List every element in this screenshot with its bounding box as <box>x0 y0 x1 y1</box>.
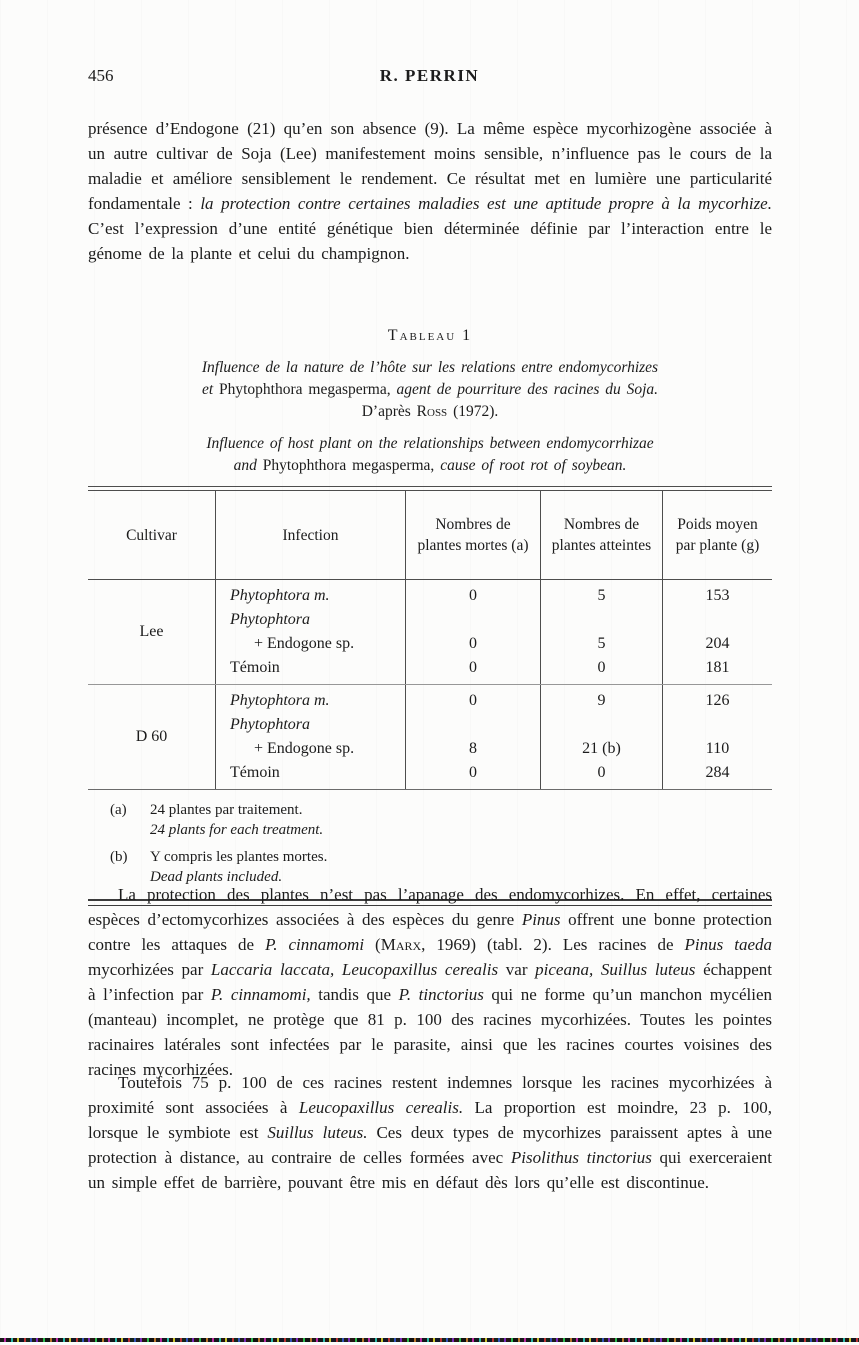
col-header-poids-moyen: Poids moyen par plante (g) <box>662 491 772 579</box>
value: 284 <box>705 764 730 781</box>
plantes-mortes-cell <box>405 580 540 684</box>
value <box>541 608 662 632</box>
footnote-text <box>150 800 323 840</box>
caption-fr-line2: et Phytophthora megasperma, agent de pourriture des racines du Soja. <box>201 381 659 398</box>
table-title: Tableau 1 <box>387 327 473 344</box>
infection-line: + Endogone sp. <box>254 635 355 652</box>
footnote-english: Dead plants included. <box>150 869 283 885</box>
value: 0 <box>469 635 477 652</box>
value: 0 <box>469 764 477 781</box>
running-head-author: R. PERRIN <box>379 66 480 85</box>
plantes-atteintes-cell <box>540 580 662 684</box>
value: 9 <box>597 692 606 709</box>
col-header-infection: Infection <box>215 491 405 579</box>
footnote-text <box>150 847 327 887</box>
value: 0 <box>469 587 477 604</box>
paragraph-toutefois: Toutefois 75 p. 100 de ces racines restent indemnes lorsque les racines mycorhizées à proximité sont associées à Leucopaxillus cerealis. La proportion est moindre, 23 p. 100, lorsque le symbiote est Suillus luteus. Ces deux types de mycorhizes paraissent aptes à une protection à distance, au contraire de celles formées avec Pisolithus tinctorius qui exerceraient un simple effet de barrière, pouvant être mis en défaut dès lors qu’elle est discontinue. <box>88 1073 773 1192</box>
infection-line: Phytophtora <box>230 716 310 733</box>
footnote-a <box>110 800 772 840</box>
footnote-french: 24 plantes par traitement. <box>150 802 303 818</box>
caption-en-line2: and Phytophthora megasperma, cause of root rot of soybean. <box>233 457 627 474</box>
infection-line: Témoin <box>230 764 280 781</box>
value <box>663 713 772 737</box>
infection-line: Phytophtora m. <box>230 692 330 709</box>
value: 21 (b) <box>582 740 621 757</box>
paragraph-ectomycorhizes: La protection des plantes n’est pas l’apanage des endomycorhizes. En effet, certaines espèces d’ectomycorhizes associées à des espèces du genre Pinus offrent une bonne protection contre les attaques de P. cinnamomi (Marx, 1969) (tabl. 2). Les racines de Pinus taeda mycorhizées par Laccaria laccata, Leucopaxillus cerealis var piceana, Suillus luteus échappent à l’infection par P. cinnamomi, tandis que P. tinctorius qui ne forme qu’un manchon mycélien (manteau) incomplet, ne protège que 81 p. 100 des racines mycorhizées. Toutes les pointes racinaires latérales sont infectées par le parasite, ainsi que les racines courtes voisines des racines mycorhizées. <box>88 885 773 1079</box>
table-caption-english <box>88 433 772 477</box>
value: 8 <box>469 740 477 757</box>
col-header-plantes-atteintes: Nombres de plantes atteintes <box>540 491 662 579</box>
table-bottom-rule <box>88 789 772 790</box>
footnote-english: 24 plants for each treatment. <box>150 822 324 838</box>
value <box>406 713 540 737</box>
value: 5 <box>597 635 606 652</box>
poids-moyen-cell <box>662 685 772 789</box>
col-header-plantes-mortes: Nombres de plantes mortes (a) <box>405 491 540 579</box>
value: 181 <box>705 659 730 676</box>
page-number: 456 <box>88 66 114 85</box>
table-caption-french <box>88 357 772 423</box>
infection-line: + Endogone sp. <box>254 740 355 757</box>
footnote-marker: (b) <box>110 849 128 865</box>
caption-fr-line1: Influence de la nature de l’hôte sur les relations entre endomycorhizes <box>201 359 659 376</box>
infection-cell <box>215 580 405 684</box>
infection-line: Phytophtora <box>230 611 310 628</box>
table-block <box>88 327 772 906</box>
table-group-d60 <box>88 684 772 789</box>
poids-moyen-cell <box>662 580 772 684</box>
caption-fr-line3: D’après Ross (1972). <box>361 403 499 420</box>
table-header-row <box>88 491 772 579</box>
value: 204 <box>705 635 730 652</box>
plantes-mortes-cell <box>405 685 540 789</box>
footnote-b <box>110 847 772 887</box>
value: 0 <box>469 692 477 709</box>
cultivar-name: D 60 <box>135 728 168 745</box>
scan-noise-strip <box>0 1338 859 1342</box>
value: 0 <box>469 659 477 676</box>
cultivar-name: Lee <box>139 623 164 640</box>
value: 126 <box>705 692 730 709</box>
value: 0 <box>597 764 606 781</box>
col-header-cultivar: Cultivar <box>126 526 177 544</box>
caption-en-line1: Influence of host plant on the relationships between endomycorrhizae <box>206 435 654 452</box>
plantes-atteintes-cell <box>540 685 662 789</box>
table-footnotes <box>88 800 772 887</box>
value <box>541 713 662 737</box>
value <box>406 608 540 632</box>
paragraph-intro: présence d’Endogone (21) qu’en son absence (9). La même espèce mycorhizogène associée à un autre cultivar de Soja (Lee) manifestement moins sensible, n’influence pas le cours de la maladie et améliore sensiblement le rendement. Ce résultat met en lumière une particularité fondamentale : la protection contre certaines maladies est une aptitude propre à la mycorhize. C’est l’expression d’une entité génétique bien déterminée définie par l’interaction entre le génome de la plante et celui du champignon. <box>88 119 772 263</box>
value <box>663 608 772 632</box>
table-group-lee <box>88 580 772 684</box>
value: 153 <box>705 587 730 604</box>
footnote-french: Y compris les plantes mortes. <box>150 849 328 865</box>
value: 110 <box>705 740 730 757</box>
value: 5 <box>597 587 606 604</box>
infection-line: Phytophtora m. <box>230 587 330 604</box>
value: 0 <box>597 659 606 676</box>
footnote-marker: (a) <box>110 802 127 818</box>
infection-line: Témoin <box>230 659 280 676</box>
infection-cell <box>215 685 405 789</box>
